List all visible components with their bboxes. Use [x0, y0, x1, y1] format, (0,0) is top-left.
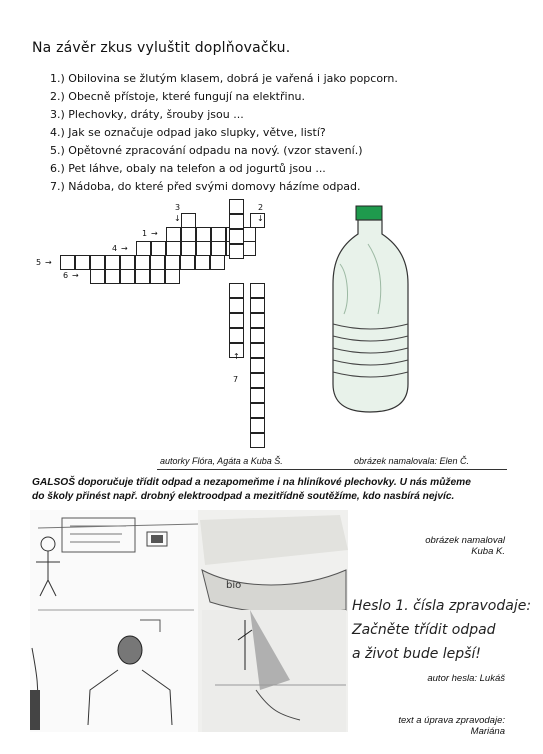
arrow-right-icon: →	[151, 229, 158, 238]
crossword-cell-row-5	[75, 255, 90, 270]
crossword-cell-row-6	[135, 269, 150, 284]
crossword-cell-row-6	[90, 269, 105, 284]
clue-number-2: 2	[258, 203, 264, 212]
arrow-right-icon: →	[45, 258, 52, 267]
crossword-cell-col-2	[250, 283, 265, 298]
illustration-credit: obrázek namalovala: Elen Č.	[354, 456, 470, 466]
editor-credit-line-2: Mariána	[470, 726, 505, 737]
crossword-cell-row-6	[165, 269, 180, 284]
clue-number-5: 5	[36, 258, 42, 267]
crossword-cell-row-5	[210, 255, 225, 270]
divider	[157, 469, 507, 470]
motto-line-1: Heslo 1. čísla zpravodaje:	[352, 598, 532, 614]
clue-number-4: 4	[112, 244, 118, 253]
bottle-illustration	[328, 204, 414, 416]
crossword-cell-col-2	[250, 433, 265, 448]
crossword-cell-row-5	[90, 255, 105, 270]
question-5: 5.) Opětovné zpracování odpadu na nový. (vzor stavení.)	[50, 144, 363, 157]
crossword-cell-col-7	[229, 298, 244, 313]
clue-number-6: 6	[63, 271, 69, 280]
editor-credit	[372, 715, 505, 737]
question-1: 1.) Obilovina se žlutým klasem, dobrá je vařená i jako popcorn.	[50, 72, 398, 85]
crossword-cell-col-7	[229, 199, 244, 214]
sketch-bio-label: bio	[226, 580, 242, 591]
crossword-cell-row-5	[150, 255, 165, 270]
note-line-2: do školy přinést např. drobný elektroodpad a mezitřídně soutěžíme, kdo nasbírá nejvíc.	[32, 491, 455, 502]
crossword-cell-col-7	[229, 229, 244, 244]
clue-number-1: 1	[142, 229, 148, 238]
arrow-down-icon: ↓	[257, 214, 264, 223]
crossword-cell-row-5	[195, 255, 210, 270]
crossword-cell-row-5	[60, 255, 75, 270]
question-6: 6.) Pet láhve, obaly na telefon a od jogurtů jsou ...	[50, 162, 326, 175]
crossword-cell-col-2	[250, 358, 265, 373]
crossword-cell-row-4	[211, 241, 226, 256]
arrow-right-icon: →	[121, 244, 128, 253]
crossword-cell-col-7	[229, 328, 244, 343]
crossword-cell-col-3	[181, 213, 196, 228]
question-3: 3.) Plechovky, dráty, šrouby jsou ...	[50, 108, 244, 121]
crossword-cell-row-4	[166, 241, 181, 256]
crossword-cell-row-4	[196, 241, 211, 256]
crossword-cell-row-6	[105, 269, 120, 284]
page-title: Na závěr zkus vyluštit doplňovačku.	[32, 40, 291, 56]
crossword-cell-row-5	[105, 255, 120, 270]
arrow-down-icon: ↓	[174, 214, 181, 223]
crossword-cell-col-2	[250, 403, 265, 418]
crossword-authors: autorky Flóra, Agáta a Kuba Š.	[160, 456, 283, 466]
crossword-cell-row-4	[151, 241, 166, 256]
crossword-cell-row-1	[196, 227, 211, 242]
crossword-cell-col-7	[229, 283, 244, 298]
crossword-cell-row-5	[180, 255, 195, 270]
editor-credit-line-1: text a úprava zpravodaje:	[398, 715, 505, 726]
arrow-right-icon: →	[72, 271, 79, 280]
question-2: 2.) Obecně přístoje, které fungují na elektřinu.	[50, 90, 306, 103]
crossword-cell-row-6	[120, 269, 135, 284]
question-7: 7.) Nádoba, do které před svými domovy házíme odpad.	[50, 180, 361, 193]
crossword-cell-col-2	[250, 313, 265, 328]
crossword-cell-row-5	[120, 255, 135, 270]
drawing-credit-line-2: Kuba K.	[471, 546, 505, 557]
clue-number-7: 7	[233, 375, 239, 384]
crossword-cell-col-7	[229, 214, 244, 229]
note-line-1: GALSOŠ doporučuje třídit odpad a nezapomeňme i na hliníkové plechovky. U nás můžeme	[32, 477, 471, 488]
crossword-cell-row-5	[165, 255, 180, 270]
crossword-cell-row-6	[150, 269, 165, 284]
crossword-cell-col-2	[250, 388, 265, 403]
crossword-cell-row-5	[135, 255, 150, 270]
crossword-cell-row-4	[181, 241, 196, 256]
motto-author: autor hesla: Lukáš	[427, 673, 505, 684]
motto-line-3: a život bude lepší!	[352, 646, 481, 662]
drawing-credit-line-1: obrázek namaloval	[425, 535, 505, 546]
crossword-cell-col-2	[250, 418, 265, 433]
crossword-cell-col-7	[229, 313, 244, 328]
crossword-cell-row-1	[211, 227, 226, 242]
crossword-cell-col-2	[250, 298, 265, 313]
motto-line-2: Začněte třídit odpad	[352, 622, 496, 638]
crossword-cell-col-7	[229, 244, 244, 259]
drawing-credit	[392, 535, 505, 557]
arrow-up-icon: ↑	[233, 352, 240, 361]
question-4: 4.) Jak se označuje odpad jako slupky, větve, listí?	[50, 126, 326, 139]
crossword-cell-col-2	[250, 373, 265, 388]
crossword-cell-col-2	[250, 328, 265, 343]
crossword-cell-col-2	[250, 343, 265, 358]
crossword-cell-row-1	[166, 227, 181, 242]
sketch-illustration	[30, 510, 348, 732]
crossword-cell-row-4	[136, 241, 151, 256]
crossword-cell-row-1	[181, 227, 196, 242]
clue-number-3: 3	[175, 203, 181, 212]
